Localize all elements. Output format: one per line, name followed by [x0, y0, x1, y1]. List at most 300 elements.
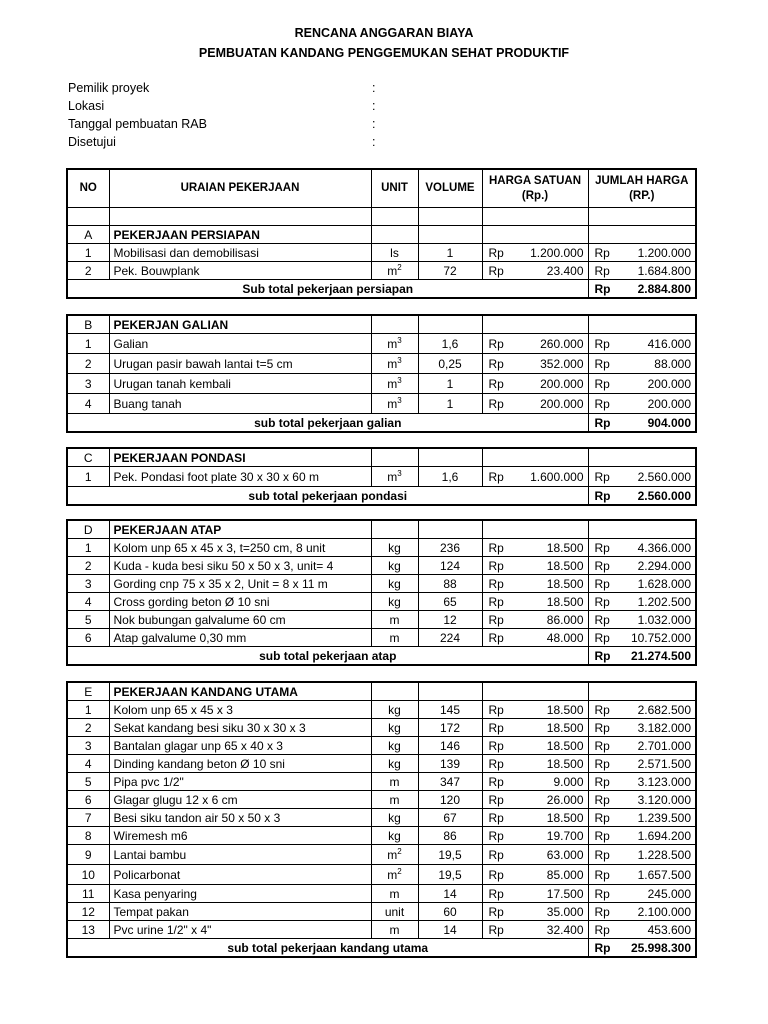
section-code: C	[67, 448, 109, 467]
row-harga: 18.500	[512, 755, 588, 773]
row-currency: Rp	[482, 539, 512, 557]
row-unit	[371, 885, 418, 903]
row-harga: 18.500	[512, 719, 588, 737]
header-volume: VOLUME	[418, 169, 482, 208]
row-uraian: Tempat pakan	[109, 903, 371, 921]
row-unit	[371, 773, 418, 791]
section-row	[67, 315, 696, 334]
row-currency: Rp	[588, 791, 618, 809]
row-no: 3	[67, 374, 109, 394]
row-currency: Rp	[482, 885, 512, 903]
subtotal-currency: Rp	[588, 647, 618, 666]
row-harga: 18.500	[512, 575, 588, 593]
row-unit	[371, 467, 418, 487]
row-uraian: Glagar glugu 12 x 6 cm	[109, 791, 371, 809]
row-currency: Rp	[482, 755, 512, 773]
row-jumlah: 453.600	[618, 921, 696, 939]
row-unit	[371, 737, 418, 755]
row-jumlah: 200.000	[618, 374, 696, 394]
row-jumlah: 2.100.000	[618, 903, 696, 921]
row-unit-text: kg	[388, 756, 401, 771]
row-currency: Rp	[482, 903, 512, 921]
header-no: NO	[67, 169, 109, 208]
row-currency: Rp	[482, 845, 512, 865]
row-currency: Rp	[482, 354, 512, 374]
row-harga: 19.700	[512, 827, 588, 845]
row-currency: Rp	[588, 354, 618, 374]
header-jumlah	[588, 169, 696, 208]
header-harga-line1: HARGA SATUAN	[489, 174, 581, 187]
row-volume: 19,5	[418, 845, 482, 865]
subtotal-row	[67, 939, 696, 958]
row-harga: 18.500	[512, 737, 588, 755]
row-no: 2	[67, 262, 109, 280]
row-currency: Rp	[588, 885, 618, 903]
row-volume: 1,6	[418, 334, 482, 354]
row-uraian: Gording cnp 75 x 35 x 2, Unit = 8 x 11 m	[109, 575, 371, 593]
header-unit: UNIT	[371, 169, 418, 208]
row-unit	[371, 334, 418, 354]
subtotal-value: 2.884.800	[618, 280, 696, 299]
subtotal-value: 904.000	[618, 414, 696, 433]
row-harga: 200.000	[512, 374, 588, 394]
row-currency: Rp	[588, 334, 618, 354]
row-harga: 260.000	[512, 334, 588, 354]
row-uraian: Galian	[109, 334, 371, 354]
row-uraian: Urugan pasir bawah lantai t=5 cm	[109, 354, 371, 374]
section-code: B	[67, 315, 109, 334]
row-uraian: Kuda - kuda besi siku 50 x 50 x 3, unit= 4	[109, 557, 371, 575]
row-uraian: Pek. Pondasi foot plate 30 x 30 x 60 m	[109, 467, 371, 487]
row-unit	[371, 791, 418, 809]
row-currency: Rp	[482, 575, 512, 593]
row-unit-text: kg	[388, 594, 401, 609]
section-row	[67, 682, 696, 701]
row-no: 5	[67, 611, 109, 629]
row-jumlah: 2.571.500	[618, 755, 696, 773]
subtotal-value: 25.998.300	[618, 939, 696, 958]
row-currency: Rp	[588, 244, 618, 262]
row-jumlah: 245.000	[618, 885, 696, 903]
row-uraian: Urugan tanah kembali	[109, 374, 371, 394]
row-unit	[371, 701, 418, 719]
row-unit-text: m	[389, 612, 400, 627]
row-currency: Rp	[482, 719, 512, 737]
row-uraian: Cross gording beton Ø 10 sni	[109, 593, 371, 611]
meta-label: Lokasi	[68, 99, 105, 113]
document-title: RENCANA ANGGARAN BIAYA	[294, 26, 474, 40]
subtotal-label: sub total pekerjaan galian	[67, 414, 588, 433]
row-currency: Rp	[588, 557, 618, 575]
row-uraian: Pek. Bouwplank	[109, 262, 371, 280]
row-currency: Rp	[482, 809, 512, 827]
row-no: 2	[67, 557, 109, 575]
row-unit-text: kg	[388, 576, 401, 591]
row-currency: Rp	[588, 719, 618, 737]
row-harga: 35.000	[512, 903, 588, 921]
table-row	[67, 557, 696, 575]
row-unit	[371, 845, 418, 865]
row-currency: Rp	[588, 773, 618, 791]
subtotal-row	[67, 487, 696, 506]
row-no: 12	[67, 903, 109, 921]
row-currency: Rp	[588, 611, 618, 629]
row-volume: 67	[418, 809, 482, 827]
row-volume: 0,25	[418, 354, 482, 374]
row-volume: 139	[418, 755, 482, 773]
row-unit-text: kg	[388, 702, 401, 717]
row-uraian: Pvc urine 1/2" x 4"	[109, 921, 371, 939]
row-currency: Rp	[588, 467, 618, 487]
table-row	[67, 354, 696, 374]
row-harga: 26.000	[512, 791, 588, 809]
table-row	[67, 719, 696, 737]
row-harga: 200.000	[512, 394, 588, 414]
row-currency: Rp	[588, 755, 618, 773]
row-unit	[371, 629, 418, 647]
row-unit	[371, 354, 418, 374]
row-unit-text: unit	[384, 904, 405, 919]
row-uraian: Kasa penyaring	[109, 885, 371, 903]
header-jumlah-line1: JUMLAH HARGA	[595, 174, 689, 187]
row-volume: 88	[418, 575, 482, 593]
row-uraian: Wiremesh m6	[109, 827, 371, 845]
row-currency: Rp	[588, 394, 618, 414]
row-currency: Rp	[482, 244, 512, 262]
header-harga	[482, 169, 588, 208]
row-harga: 85.000	[512, 865, 588, 885]
row-unit-sup: 3	[397, 468, 402, 478]
section-code: D	[67, 520, 109, 539]
row-uraian: Mobilisasi dan demobilisasi	[109, 244, 371, 262]
row-jumlah: 1.657.500	[618, 865, 696, 885]
row-volume: 19,5	[418, 865, 482, 885]
row-unit	[371, 921, 418, 939]
section-code: E	[67, 682, 109, 701]
row-currency: Rp	[588, 575, 618, 593]
row-currency: Rp	[482, 701, 512, 719]
row-jumlah: 1.239.500	[618, 809, 696, 827]
table-row	[67, 593, 696, 611]
row-unit-text: m	[387, 469, 398, 484]
row-currency: Rp	[482, 394, 512, 414]
row-harga: 48.000	[512, 629, 588, 647]
row-unit-text: kg	[388, 558, 401, 573]
row-harga: 18.500	[512, 539, 588, 557]
meta-label: Pemilik proyek	[68, 81, 150, 95]
row-volume: 14	[418, 885, 482, 903]
subtotal-row	[67, 280, 696, 299]
section-row	[67, 520, 696, 539]
row-unit-text: m	[387, 867, 398, 882]
row-no: 6	[67, 791, 109, 809]
row-currency: Rp	[482, 827, 512, 845]
meta-disetujui	[68, 135, 376, 149]
table-row	[67, 755, 696, 773]
row-harga: 86.000	[512, 611, 588, 629]
table-row	[67, 394, 696, 414]
subtotal-row	[67, 414, 696, 433]
row-currency: Rp	[588, 262, 618, 280]
row-currency: Rp	[588, 921, 618, 939]
row-currency: Rp	[588, 809, 618, 827]
table-row	[67, 791, 696, 809]
table-row	[67, 827, 696, 845]
row-currency: Rp	[482, 921, 512, 939]
table-row	[67, 921, 696, 939]
subtotal-label: sub total pekerjaan kandang utama	[67, 939, 588, 958]
row-harga: 9.000	[512, 773, 588, 791]
section-row	[67, 448, 696, 467]
row-volume: 1	[418, 244, 482, 262]
row-unit-text: m	[387, 356, 398, 371]
row-jumlah: 2.294.000	[618, 557, 696, 575]
subtotal-currency: Rp	[588, 939, 618, 958]
row-no: 3	[67, 737, 109, 755]
row-unit-text: kg	[388, 540, 401, 555]
subtotal-currency: Rp	[588, 414, 618, 433]
row-unit	[371, 593, 418, 611]
meta-lokasi	[68, 99, 376, 113]
row-currency: Rp	[482, 629, 512, 647]
row-currency: Rp	[482, 593, 512, 611]
row-unit	[371, 865, 418, 885]
table-row	[67, 737, 696, 755]
row-unit-sup: 3	[397, 395, 402, 405]
row-currency: Rp	[588, 845, 618, 865]
row-volume: 1	[418, 394, 482, 414]
row-no: 11	[67, 885, 109, 903]
row-uraian: Buang tanah	[109, 394, 371, 414]
row-unit	[371, 827, 418, 845]
row-unit-sup: 2	[397, 866, 402, 876]
header-uraian: URAIAN PEKERJAAN	[109, 169, 371, 208]
row-no: 5	[67, 773, 109, 791]
table-row	[67, 374, 696, 394]
section-title: PEKERJAN GALIAN	[109, 315, 371, 334]
table-row	[67, 244, 696, 262]
meta-colon: :	[372, 117, 376, 131]
row-volume: 236	[418, 539, 482, 557]
row-harga: 32.400	[512, 921, 588, 939]
row-currency: Rp	[482, 737, 512, 755]
row-unit-text: m	[387, 396, 398, 411]
row-unit	[371, 557, 418, 575]
row-currency: Rp	[482, 557, 512, 575]
row-volume: 12	[418, 611, 482, 629]
row-unit-sup: 3	[397, 335, 402, 345]
row-unit-text: kg	[388, 810, 401, 825]
meta-colon: :	[372, 135, 376, 149]
row-currency: Rp	[482, 374, 512, 394]
row-unit-text: m	[389, 630, 400, 645]
row-jumlah: 10.752.000	[618, 629, 696, 647]
row-jumlah: 1.694.200	[618, 827, 696, 845]
document-subtitle: PEMBUATAN KANDANG PENGGEMUKAN SEHAT PRODUKTIF	[198, 46, 570, 60]
subtotal-value: 2.560.000	[618, 487, 696, 506]
row-jumlah: 200.000	[618, 394, 696, 414]
row-volume: 14	[418, 921, 482, 939]
row-harga: 18.500	[512, 557, 588, 575]
row-currency: Rp	[588, 374, 618, 394]
row-no: 8	[67, 827, 109, 845]
table-row	[67, 629, 696, 647]
meta-colon: :	[372, 81, 376, 95]
table-row	[67, 903, 696, 921]
row-unit	[371, 903, 418, 921]
row-uraian: Nok bubungan galvalume 60 cm	[109, 611, 371, 629]
subtotal-label: sub total pekerjaan atap	[67, 647, 588, 666]
row-volume: 1,6	[418, 467, 482, 487]
row-no: 1	[67, 539, 109, 557]
row-volume: 65	[418, 593, 482, 611]
row-jumlah: 2.682.500	[618, 701, 696, 719]
table-section-e	[66, 681, 697, 958]
row-unit	[371, 611, 418, 629]
row-unit-text: kg	[388, 828, 401, 843]
table-section-c	[66, 447, 697, 506]
table-section-b	[66, 314, 697, 433]
row-unit-text: kg	[388, 720, 401, 735]
row-jumlah: 2.701.000	[618, 737, 696, 755]
subtotal-row	[67, 647, 696, 666]
row-jumlah: 3.120.000	[618, 791, 696, 809]
row-unit	[371, 539, 418, 557]
row-jumlah: 88.000	[618, 354, 696, 374]
row-uraian: Policarbonat	[109, 865, 371, 885]
row-uraian: Kolom unp 65 x 45 x 3, t=250 cm, 8 unit	[109, 539, 371, 557]
row-no: 1	[67, 701, 109, 719]
row-uraian: Dinding kandang beton Ø 10 sni	[109, 755, 371, 773]
row-no: 1	[67, 334, 109, 354]
row-no: 2	[67, 354, 109, 374]
row-jumlah: 3.123.000	[618, 773, 696, 791]
row-jumlah: 4.366.000	[618, 539, 696, 557]
row-unit-text: ls	[390, 245, 399, 260]
row-currency: Rp	[588, 865, 618, 885]
row-currency: Rp	[482, 611, 512, 629]
row-harga: 18.500	[512, 809, 588, 827]
row-no: 3	[67, 575, 109, 593]
row-currency: Rp	[482, 791, 512, 809]
row-unit-text: m	[387, 376, 398, 391]
meta-tanggal	[68, 117, 376, 131]
section-code: A	[67, 226, 109, 244]
table-row	[67, 865, 696, 885]
table-header	[67, 169, 696, 208]
table-section-a	[66, 168, 697, 299]
table-row	[67, 611, 696, 629]
row-no: 1	[67, 467, 109, 487]
row-currency: Rp	[482, 773, 512, 791]
row-unit	[371, 394, 418, 414]
row-jumlah: 1.684.800	[618, 262, 696, 280]
row-unit-sup: 3	[397, 355, 402, 365]
meta-pemilik	[68, 81, 376, 95]
row-currency: Rp	[588, 701, 618, 719]
section-title: PEKERJAAN ATAP	[109, 520, 371, 539]
row-no: 2	[67, 719, 109, 737]
row-harga: 63.000	[512, 845, 588, 865]
row-currency: Rp	[482, 467, 512, 487]
row-unit	[371, 374, 418, 394]
row-unit-text: m	[389, 922, 400, 937]
row-harga: 1.200.000	[512, 244, 588, 262]
row-no: 13	[67, 921, 109, 939]
row-uraian: Bantalan glagar unp 65 x 40 x 3	[109, 737, 371, 755]
row-unit-text: kg	[388, 738, 401, 753]
row-jumlah: 3.182.000	[618, 719, 696, 737]
row-harga: 1.600.000	[512, 467, 588, 487]
section-title: PEKERJAAN PONDASI	[109, 448, 371, 467]
header-jumlah-line2: (RP.)	[629, 189, 655, 202]
row-no: 6	[67, 629, 109, 647]
header-harga-line2: (Rp.)	[521, 189, 549, 202]
row-uraian: Besi siku tandon air 50 x 50 x 3	[109, 809, 371, 827]
row-unit-sup: 2	[397, 846, 402, 856]
row-volume: 120	[418, 791, 482, 809]
row-jumlah: 416.000	[618, 334, 696, 354]
row-unit-sup: 3	[397, 375, 402, 385]
row-no: 7	[67, 809, 109, 827]
row-currency: Rp	[482, 865, 512, 885]
row-no: 4	[67, 394, 109, 414]
subtotal-label: sub total pekerjaan pondasi	[67, 487, 588, 506]
row-jumlah: 1.228.500	[618, 845, 696, 865]
row-unit	[371, 719, 418, 737]
section-title: PEKERJAAN KANDANG UTAMA	[109, 682, 371, 701]
row-currency: Rp	[588, 539, 618, 557]
row-unit	[371, 575, 418, 593]
row-jumlah: 1.202.500	[618, 593, 696, 611]
row-jumlah: 1.628.000	[618, 575, 696, 593]
row-unit-text: m	[387, 847, 398, 862]
row-currency: Rp	[588, 737, 618, 755]
section-title: PEKERJAAN PERSIAPAN	[109, 226, 371, 244]
row-no: 1	[67, 244, 109, 262]
row-volume: 172	[418, 719, 482, 737]
row-uraian: Pipa pvc 1/2"	[109, 773, 371, 791]
table-row	[67, 773, 696, 791]
row-no: 4	[67, 755, 109, 773]
row-harga: 23.400	[512, 262, 588, 280]
row-volume: 224	[418, 629, 482, 647]
row-volume: 72	[418, 262, 482, 280]
row-jumlah: 1.200.000	[618, 244, 696, 262]
row-unit-sup: 2	[397, 262, 402, 272]
table-row	[67, 467, 696, 487]
row-volume: 86	[418, 827, 482, 845]
row-volume: 124	[418, 557, 482, 575]
row-volume: 145	[418, 701, 482, 719]
row-unit	[371, 244, 418, 262]
row-volume: 60	[418, 903, 482, 921]
table-row	[67, 539, 696, 557]
row-currency: Rp	[588, 593, 618, 611]
table-section-d	[66, 519, 697, 666]
row-uraian: Sekat kandang besi siku 30 x 30 x 3	[109, 719, 371, 737]
row-no: 9	[67, 845, 109, 865]
row-unit-text: m	[389, 792, 400, 807]
row-currency: Rp	[588, 903, 618, 921]
row-uraian: Atap galvalume 0,30 mm	[109, 629, 371, 647]
table-row	[67, 334, 696, 354]
subtotal-label: Sub total pekerjaan persiapan	[67, 280, 588, 299]
row-unit-text: m	[389, 774, 400, 789]
row-currency: Rp	[482, 262, 512, 280]
row-currency: Rp	[588, 827, 618, 845]
table-row	[67, 845, 696, 865]
